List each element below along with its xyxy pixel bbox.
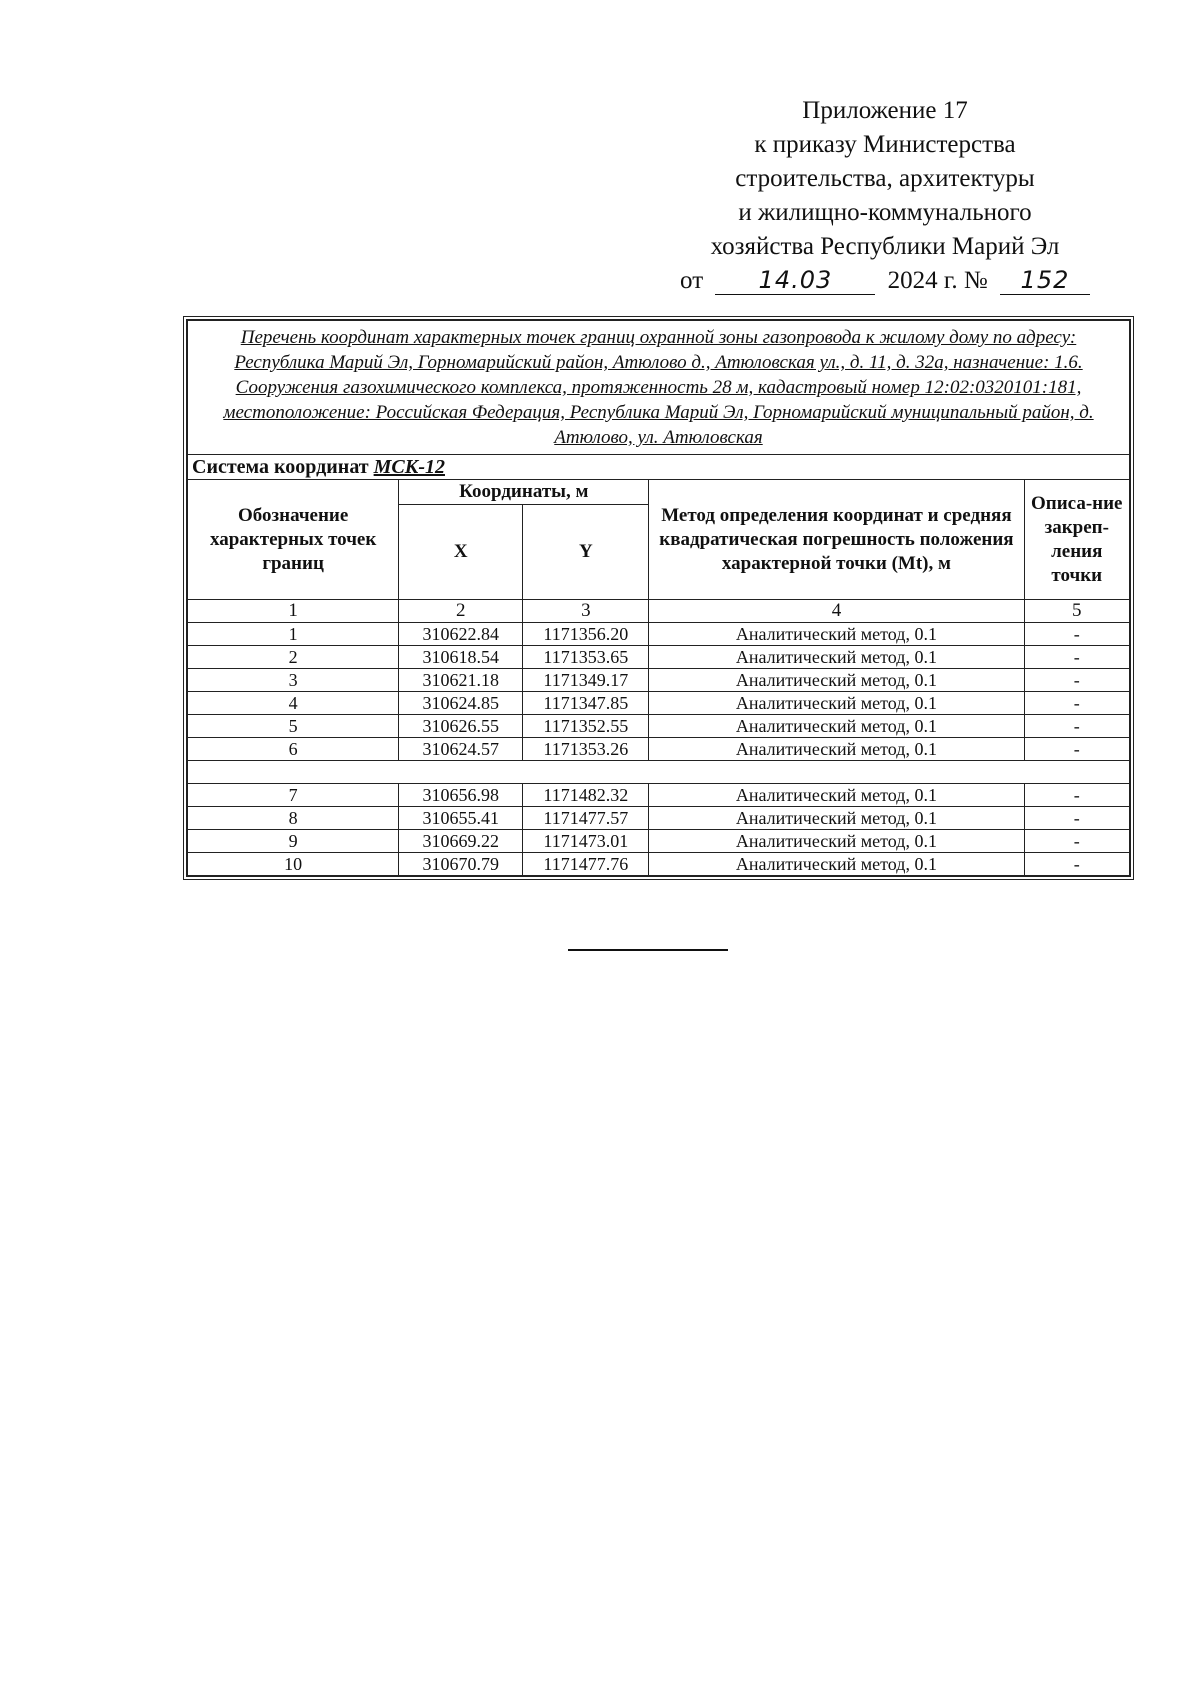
appendix-line: строительства, архитектуры [735, 165, 1035, 192]
column-number: 1 [187, 600, 399, 623]
point-cell: 5 [187, 715, 399, 738]
header-y: Y [523, 505, 649, 600]
y-cell: 1171349.17 [523, 669, 649, 692]
point-cell: 4 [187, 692, 399, 715]
appendix-header [640, 94, 1130, 298]
table-row [187, 715, 1130, 738]
header-row [187, 480, 1130, 505]
point-cell: 6 [187, 738, 399, 761]
table-row [187, 669, 1130, 692]
y-cell: 1171352.55 [523, 715, 649, 738]
header-point: Обозначение характерных точек границ [187, 480, 399, 600]
point-cell: 1 [187, 623, 399, 646]
year-label: 2024 г. № [887, 267, 988, 294]
description-cell: - [1024, 692, 1130, 715]
table-row [187, 853, 1130, 877]
table-title: Перечень координат характерных точек границ охранной зоны газопровода к жилому дому по адресу: Республика Марий Эл, Горномарийский район, Атюлово д., Атюловская ул., д. 11, д. 32а, назначение: 1.6. Сооружения газохимического комплекса, протяженность 28 м, кадастровый номер 12:02:0320101:181, местоположение: Российская Федерация, Республика Марий Эл, Горномарийский муниципальный район, д. Атюлово, ул. Атюловская [187, 320, 1130, 455]
appendix-line: и жилищно-коммунального [738, 199, 1032, 226]
point-cell: 3 [187, 669, 399, 692]
description-cell: - [1024, 669, 1130, 692]
method-cell: Аналитический метод, 0.1 [649, 784, 1024, 807]
description-cell: - [1024, 738, 1130, 761]
x-cell: 310618.54 [399, 646, 523, 669]
table-row [187, 692, 1130, 715]
y-cell: 1171353.65 [523, 646, 649, 669]
x-cell: 310624.85 [399, 692, 523, 715]
description-cell: - [1024, 853, 1130, 877]
y-cell: 1171353.26 [523, 738, 649, 761]
table-row [187, 738, 1130, 761]
x-cell: 310621.18 [399, 669, 523, 692]
table-row [187, 830, 1130, 853]
description-cell: - [1024, 715, 1130, 738]
column-number: 4 [649, 600, 1024, 623]
x-cell: 310624.57 [399, 738, 523, 761]
method-cell: Аналитический метод, 0.1 [649, 738, 1024, 761]
x-cell: 310670.79 [399, 853, 523, 877]
method-cell: Аналитический метод, 0.1 [649, 669, 1024, 692]
coordinate-system [187, 455, 1130, 480]
method-cell: Аналитический метод, 0.1 [649, 715, 1024, 738]
y-cell: 1171477.76 [523, 853, 649, 877]
method-cell: Аналитический метод, 0.1 [649, 692, 1024, 715]
column-number: 3 [523, 600, 649, 623]
system-row [187, 455, 1130, 480]
table-row [187, 807, 1130, 830]
appendix-line: к приказу Министерства [754, 131, 1016, 158]
x-cell: 310622.84 [399, 623, 523, 646]
y-cell: 1171477.57 [523, 807, 649, 830]
header-coords: Координаты, м [399, 480, 649, 505]
y-cell: 1171482.32 [523, 784, 649, 807]
handwritten-date: 14.03 [715, 266, 875, 295]
column-number: 2 [399, 600, 523, 623]
order-date-row [640, 264, 1130, 298]
column-number: 5 [1024, 600, 1130, 623]
table-row [187, 784, 1130, 807]
y-cell: 1171473.01 [523, 830, 649, 853]
point-cell: 10 [187, 853, 399, 877]
header-method: Метод определения координат и средняя квадратическая погрешность положения характерной точки (Mt), м [649, 480, 1024, 600]
method-cell: Аналитический метод, 0.1 [649, 807, 1024, 830]
coordinate-system-name: МСК-12 [373, 455, 445, 478]
description-cell: - [1024, 646, 1130, 669]
table-row [187, 646, 1130, 669]
x-cell: 310655.41 [399, 807, 523, 830]
table-row [187, 623, 1130, 646]
point-cell: 2 [187, 646, 399, 669]
closing-divider [568, 949, 728, 951]
x-cell: 310656.98 [399, 784, 523, 807]
group-separator [187, 761, 1130, 784]
x-cell: 310669.22 [399, 830, 523, 853]
header-description: Описа-ние закреп-ления точки [1024, 480, 1130, 600]
appendix-line: хозяйства Республики Марий Эл [710, 233, 1060, 260]
coordinates-table [186, 319, 1131, 877]
method-cell: Аналитический метод, 0.1 [649, 830, 1024, 853]
description-cell: - [1024, 807, 1130, 830]
date-prefix: от [680, 267, 704, 294]
coordinate-system-label: Система координат [192, 455, 369, 478]
handwritten-order-number: 152 [1000, 266, 1090, 295]
header-x: X [399, 505, 523, 600]
method-cell: Аналитический метод, 0.1 [649, 646, 1024, 669]
method-cell: Аналитический метод, 0.1 [649, 623, 1024, 646]
y-cell: 1171356.20 [523, 623, 649, 646]
group-separator-row [187, 761, 1130, 784]
point-cell: 7 [187, 784, 399, 807]
method-cell: Аналитический метод, 0.1 [649, 853, 1024, 877]
title-row [187, 320, 1130, 455]
y-cell: 1171347.85 [523, 692, 649, 715]
column-number-row [187, 600, 1130, 623]
point-cell: 9 [187, 830, 399, 853]
description-cell: - [1024, 623, 1130, 646]
appendix-line: Приложение 17 [802, 97, 968, 124]
description-cell: - [1024, 830, 1130, 853]
x-cell: 310626.55 [399, 715, 523, 738]
description-cell: - [1024, 784, 1130, 807]
point-cell: 8 [187, 807, 399, 830]
